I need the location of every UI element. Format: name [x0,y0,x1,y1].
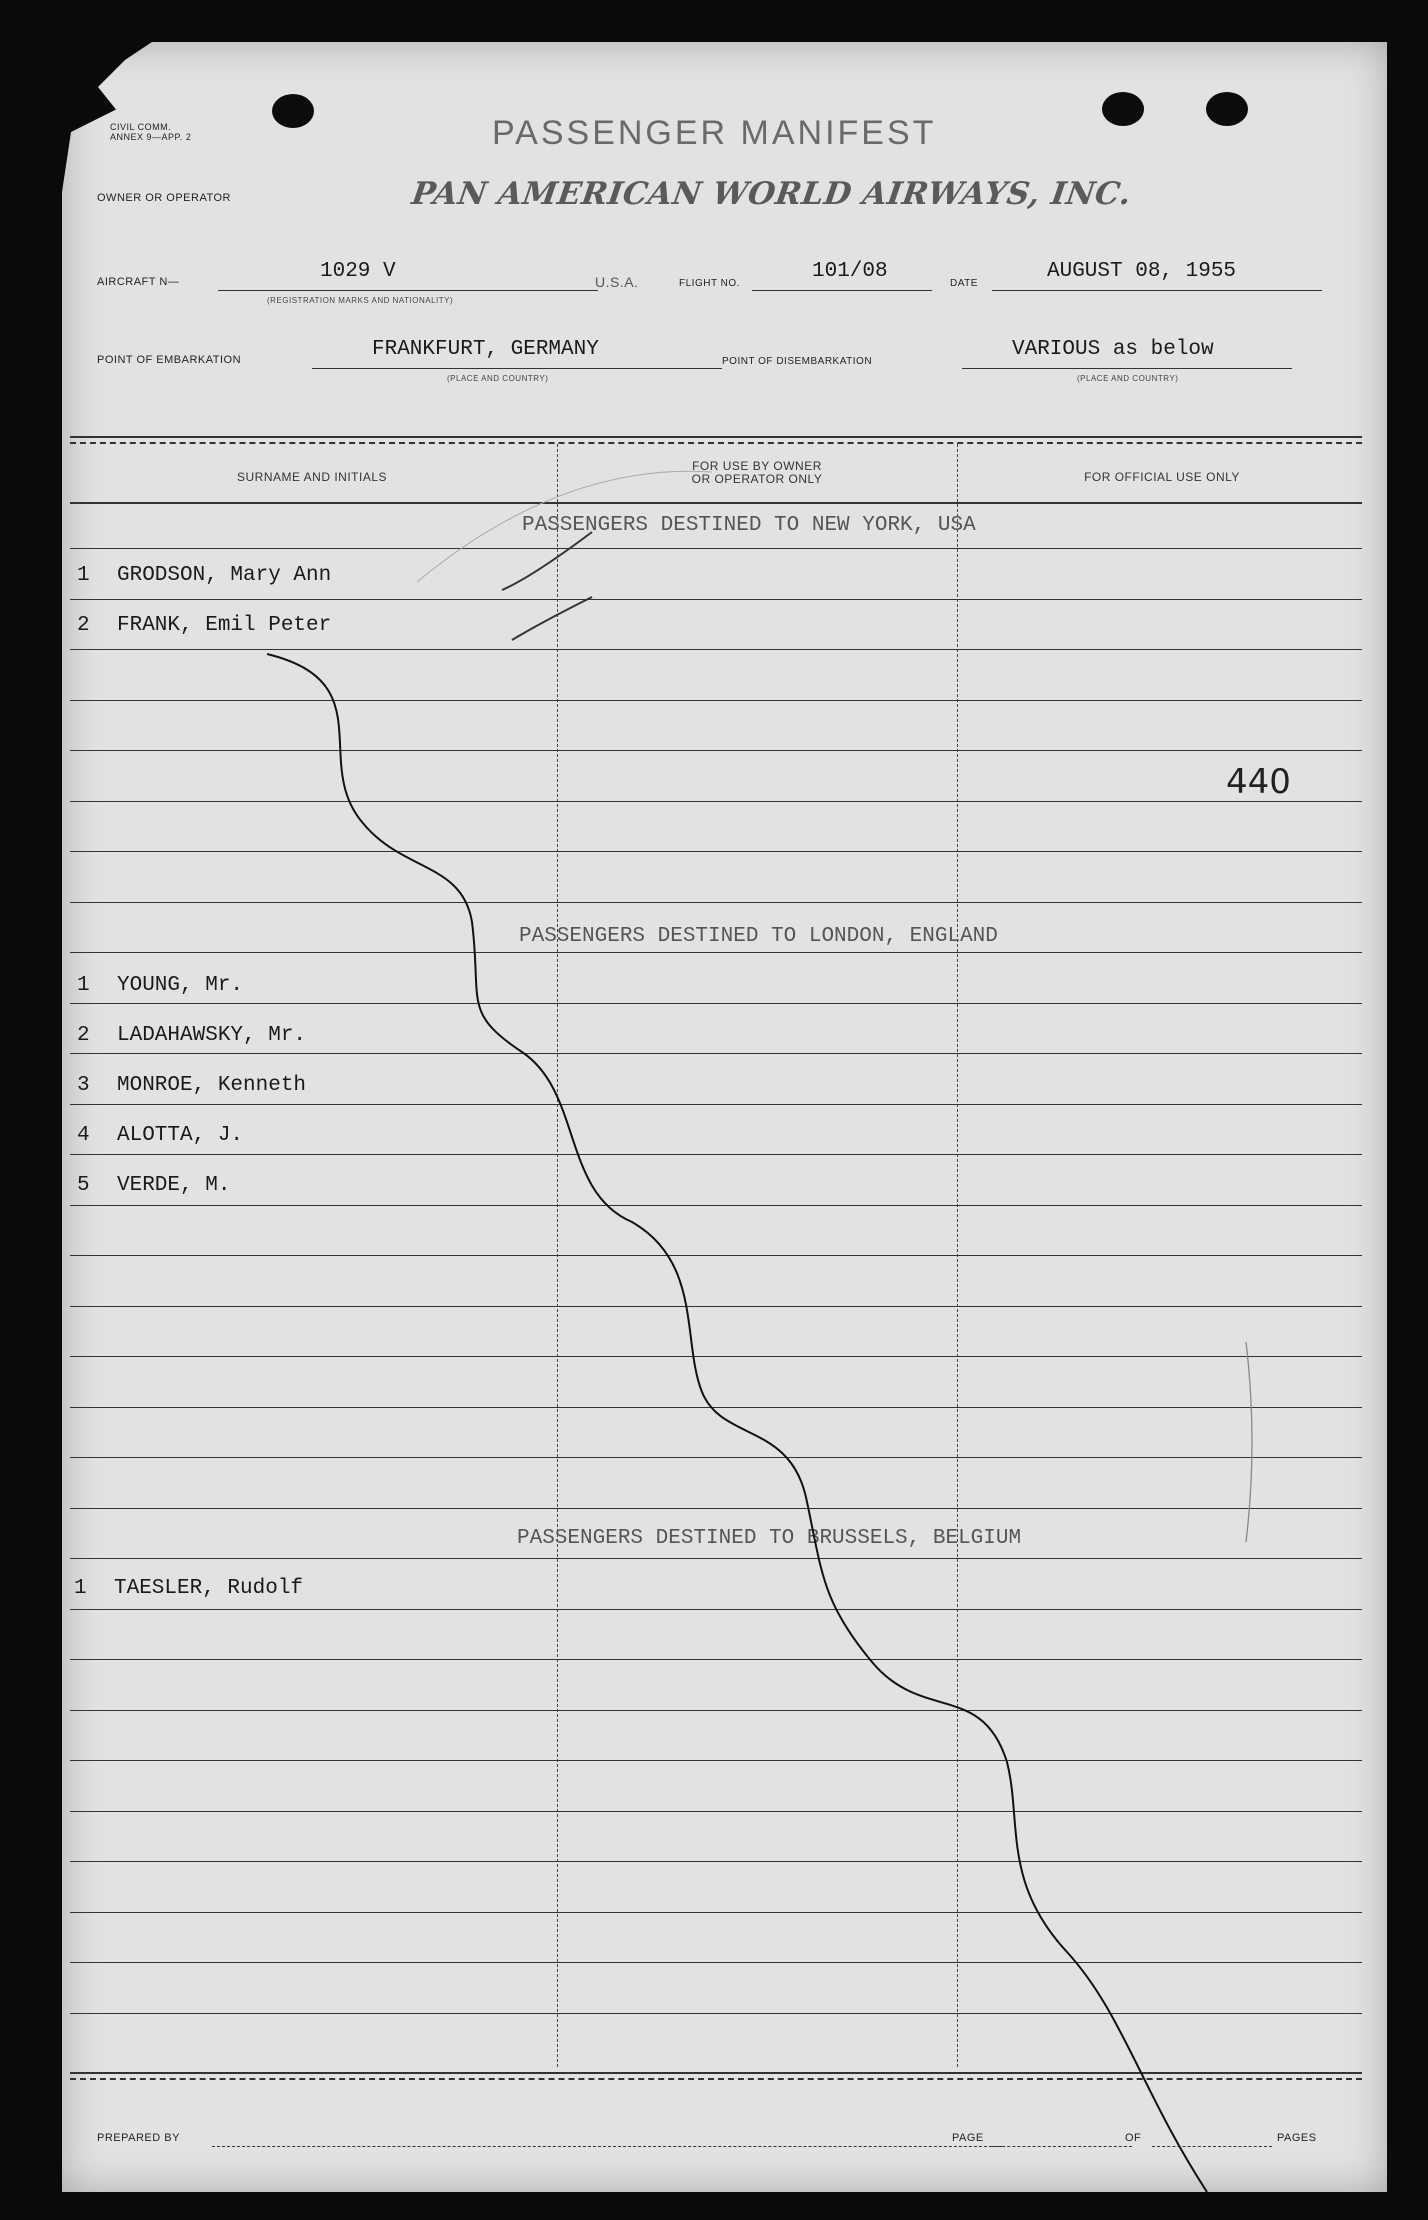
passenger-num: 1 [74,1577,87,1600]
passenger-name: MONROE, Kenneth [117,1074,307,1097]
flight-label: FLIGHT NO. [679,278,740,289]
disembark-label: POINT OF DISEMBARKATION [722,356,873,367]
passenger-name: GRODSON, Mary Ann [117,564,332,587]
form-title: PASSENGER MANIFEST [492,114,937,152]
faint-pencil-arc [417,471,712,582]
owner-value: PAN AMERICAN WORLD AIRWAYS, INC. [409,176,1134,212]
group-heading: PASSENGERS DESTINED TO NEW YORK, USA [522,514,976,537]
disembark-value: VARIOUS as below [1012,338,1214,361]
embark-caption: (PLACE AND COUNTRY) [447,374,549,383]
form-ref-line1: CIVIL COMM. [110,122,172,132]
faint-pencil-mark [1246,1342,1252,1542]
passenger-num: 2 [77,614,90,637]
disembark-caption: (PLACE AND COUNTRY) [1077,374,1179,383]
passenger-num: 1 [77,564,90,587]
col-head-owner-use-line2: OR OPERATOR ONLY [691,472,823,486]
passenger-name: VERDE, M. [117,1174,231,1197]
passenger-num: 1 [77,974,90,997]
passenger-name: ALOTTA, J. [117,1124,244,1147]
group-heading: PASSENGERS DESTINED TO BRUSSELS, BELGIUM [517,1527,1022,1550]
of-label: OF [1125,2132,1142,2144]
date-label: DATE [950,278,978,289]
nationality: U.S.A. [595,274,639,290]
passenger-name: FRANK, Emil Peter [117,614,332,637]
col-head-surname: SURNAME AND INITIALS [236,470,388,484]
passenger-name: YOUNG, Mr. [117,974,244,997]
embark-value: FRANKFURT, GERMANY [372,338,599,361]
passenger-name: TAESLER, Rudolf [114,1577,304,1600]
passenger-num: 2 [77,1024,90,1047]
page-label: PAGE [952,2132,984,2144]
passenger-num: 3 [77,1074,90,1097]
group-heading: PASSENGERS DESTINED TO LONDON, ENGLAND [519,925,998,948]
col-head-owner-use-line1: FOR USE BY OWNER [692,459,822,473]
aircraft-value: 1029 V [320,260,396,283]
pen-marks [62,42,1387,2192]
col-head-official-use: FOR OFFICIAL USE ONLY [1084,470,1240,484]
embark-label: POINT OF EMBARKATION [97,354,242,366]
stray-pen-line [267,654,1207,2192]
form-ref-line2: ANNEX 9—APP. 2 [110,132,192,142]
date-value: AUGUST 08, 1955 [1047,260,1237,283]
official-note: 440 [1226,762,1291,802]
check-mark [512,597,592,640]
passenger-num: 4 [77,1124,90,1147]
aircraft-label: AIRCRAFT N— [97,276,180,288]
aircraft-caption: (REGISTRATION MARKS AND NATIONALITY) [267,296,454,305]
flight-value: 101/08 [812,260,888,283]
check-mark [502,532,592,590]
passenger-num: 5 [77,1174,90,1197]
prepared-by-label: PREPARED BY [97,2132,180,2144]
manifest-sheet [62,42,1387,2192]
pages-label: PAGES [1277,2132,1317,2144]
passenger-name: LADAHAWSKY, Mr. [117,1024,307,1047]
owner-label: OWNER OR OPERATOR [97,192,231,204]
